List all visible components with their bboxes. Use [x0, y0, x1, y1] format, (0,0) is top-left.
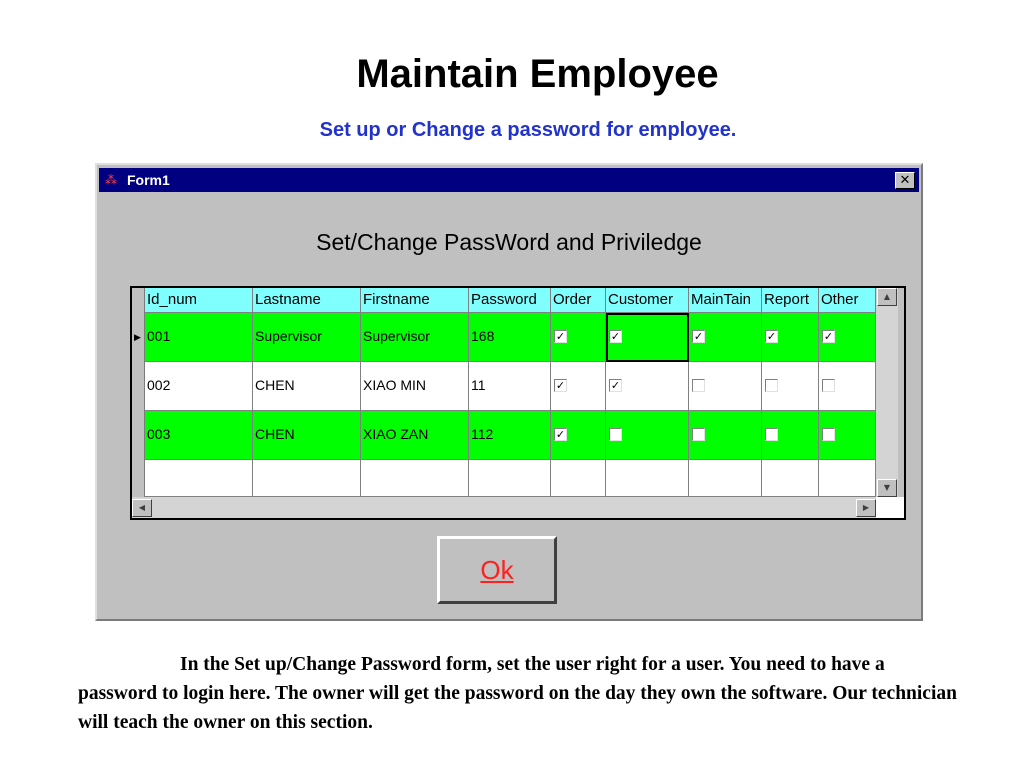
current-row-pointer-icon: ▶: [134, 333, 141, 343]
scroll-up-icon[interactable]: ▲: [877, 288, 897, 306]
grid-cell-report[interactable]: [762, 313, 819, 362]
column-header-firstname[interactable]: Firstname: [361, 288, 469, 313]
column-header-customer[interactable]: Customer: [606, 288, 689, 313]
column-header-lastname[interactable]: Lastname: [253, 288, 361, 313]
grid-cell-id-num[interactable]: [145, 313, 253, 362]
other-checkbox[interactable]: ✓: [823, 330, 834, 343]
grid-cell-order[interactable]: [551, 362, 606, 411]
grid-cell-customer[interactable]: [606, 411, 689, 460]
grid-cell-lastname[interactable]: [253, 411, 361, 460]
grid-cell-maintain[interactable]: [689, 313, 762, 362]
customer-checkbox[interactable]: ✓: [610, 330, 621, 343]
cell-text: 003: [147, 426, 171, 442]
new-row-cell[interactable]: [689, 460, 762, 497]
form1-window: [95, 163, 923, 621]
cell-text: Supervisor: [363, 328, 430, 344]
grid-cell-id-num[interactable]: [145, 411, 253, 460]
report-checkbox[interactable]: [765, 428, 778, 441]
cell-text: CHEN: [255, 377, 295, 393]
other-checkbox[interactable]: [822, 379, 835, 392]
scroll-left-icon[interactable]: ◀: [132, 499, 152, 517]
grid-cell-firstname[interactable]: [361, 411, 469, 460]
grid-cell-other[interactable]: [819, 313, 876, 362]
slide-title: Maintain Employee: [356, 52, 719, 96]
other-checkbox[interactable]: [822, 428, 835, 441]
horizontal-scrollbar[interactable]: [132, 497, 876, 518]
close-icon[interactable]: ✕: [895, 172, 915, 189]
cell-text: 168: [471, 328, 495, 344]
grid-cell-order[interactable]: [551, 411, 606, 460]
grid-cell-report[interactable]: [762, 362, 819, 411]
maintain-checkbox[interactable]: [692, 379, 705, 392]
customer-checkbox[interactable]: [609, 428, 622, 441]
new-row-cell[interactable]: [762, 460, 819, 497]
window-titlebar[interactable]: [99, 168, 919, 192]
maintain-checkbox[interactable]: ✓: [693, 330, 704, 343]
customer-checkbox[interactable]: ✓: [610, 379, 621, 392]
grid-cell-firstname[interactable]: [361, 313, 469, 362]
app-icon: ⁂: [105, 173, 117, 187]
new-row-cell[interactable]: [361, 460, 469, 497]
new-row-cell[interactable]: [606, 460, 689, 497]
grid-cell-other[interactable]: [819, 362, 876, 411]
column-header-report[interactable]: Report: [762, 288, 819, 313]
grid-cell-password[interactable]: [469, 313, 551, 362]
cell-text: CHEN: [255, 426, 295, 442]
cell-text: XIAO ZAN: [363, 426, 429, 442]
grid-cell-maintain[interactable]: [689, 362, 762, 411]
grid-cell-other[interactable]: [819, 411, 876, 460]
new-row-cell[interactable]: [145, 460, 253, 497]
grid-cell-password[interactable]: [469, 362, 551, 411]
scroll-corner: [876, 497, 904, 518]
scroll-right-icon[interactable]: ▶: [856, 499, 876, 517]
new-row-cell[interactable]: [819, 460, 876, 497]
maintain-checkbox[interactable]: [692, 428, 705, 441]
cell-text: XIAO MIN: [363, 377, 427, 393]
report-checkbox[interactable]: ✓: [766, 330, 777, 343]
column-header-other[interactable]: Other: [819, 288, 876, 313]
cell-text: 002: [147, 377, 171, 393]
ok-button-label: Ok: [480, 555, 514, 585]
grid-cell-lastname[interactable]: [253, 362, 361, 411]
new-row-cell[interactable]: [469, 460, 551, 497]
column-header-order[interactable]: Order: [551, 288, 606, 313]
window-title: Form1: [127, 172, 170, 188]
grid-cell-report[interactable]: [762, 411, 819, 460]
new-row-cell[interactable]: [551, 460, 606, 497]
report-checkbox[interactable]: [765, 379, 778, 392]
grid-cell-customer[interactable]: [606, 313, 689, 362]
cell-text: 001: [147, 328, 171, 344]
grid-body: [132, 288, 904, 518]
cell-text: Supervisor: [255, 328, 322, 344]
column-header-maintain[interactable]: MainTain: [689, 288, 762, 313]
grid-cell-firstname[interactable]: [361, 362, 469, 411]
scroll-down-icon[interactable]: ▼: [877, 479, 897, 497]
grid-cell-id-num[interactable]: [145, 362, 253, 411]
column-header-id-num[interactable]: Id_num: [145, 288, 253, 313]
cell-text: 112: [471, 426, 494, 442]
column-header-password[interactable]: Password: [469, 288, 551, 313]
form-heading: Set/Change PassWord and Priviledge: [316, 229, 702, 255]
grid-cell-lastname[interactable]: [253, 313, 361, 362]
vertical-scrollbar[interactable]: [876, 288, 898, 497]
grid-cell-password[interactable]: [469, 411, 551, 460]
row-selector-column[interactable]: [132, 288, 145, 497]
slide-description: In the Set up/Change Password form, set the user right for a user. You need to have a password to login here. The owner will get the password on the day they own the software. Our technician will teach the owner on this section.: [78, 654, 957, 733]
cell-text: 11: [471, 377, 486, 393]
ok-button[interactable]: [437, 536, 557, 604]
grid-cell-customer[interactable]: [606, 362, 689, 411]
order-checkbox[interactable]: ✓: [555, 330, 566, 343]
slide-subtitle: Set up or Change a password for employee.: [319, 119, 737, 141]
grid-cell-order[interactable]: [551, 313, 606, 362]
new-row-cell[interactable]: [253, 460, 361, 497]
order-checkbox[interactable]: ✓: [555, 379, 566, 392]
employee-grid: [130, 286, 906, 520]
order-checkbox[interactable]: ✓: [555, 428, 566, 441]
grid-cell-maintain[interactable]: [689, 411, 762, 460]
